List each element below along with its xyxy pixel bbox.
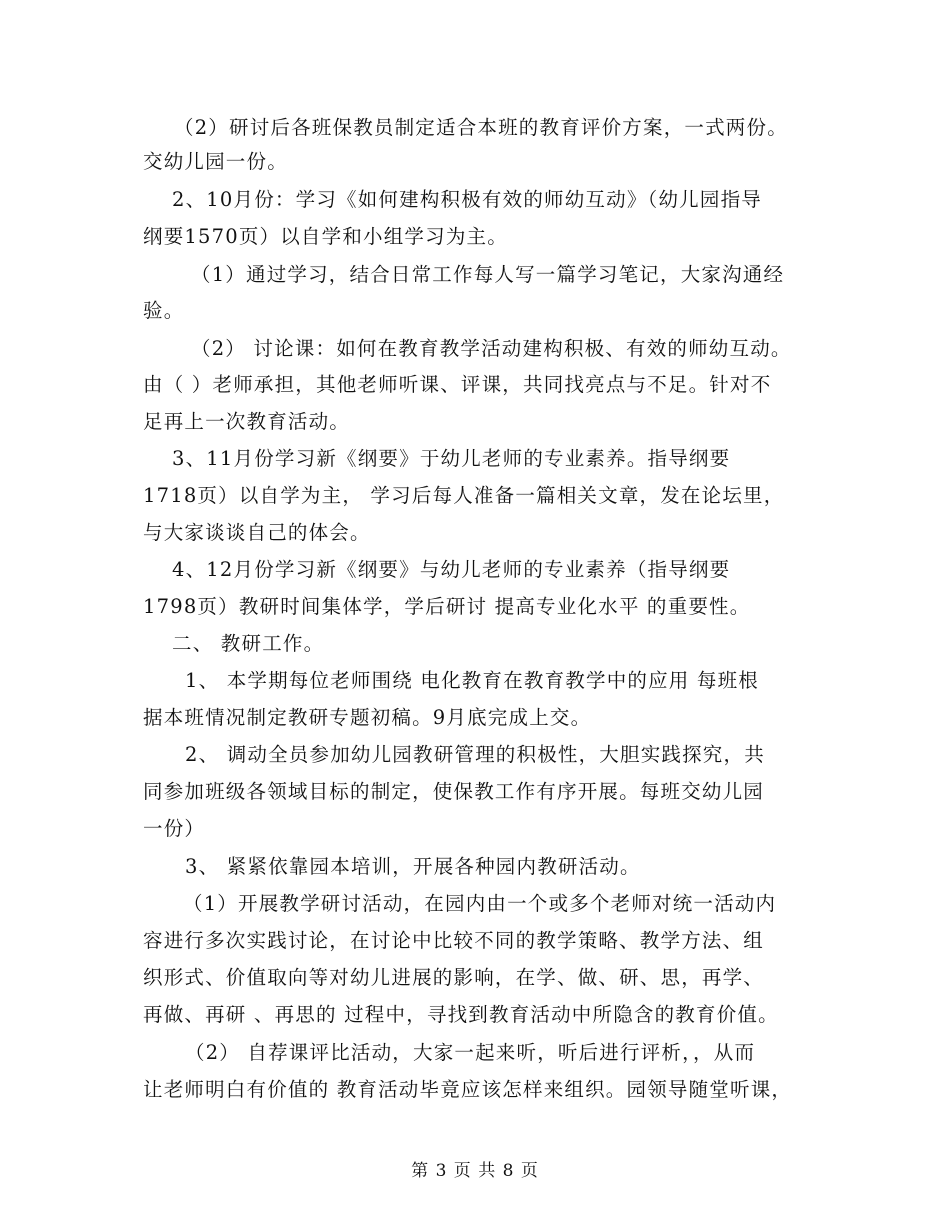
page-number-footer: 第 3 页 共 8 页 [411,1161,539,1181]
paragraph-line: 交幼儿园一份。 [143,150,288,173]
paragraph-line: 由（ ）老师承担，其他老师听课、评课，共同找亮点与不足。针对不 [143,373,772,396]
paragraph-line: 验。 [143,299,185,322]
paragraph-line: 纲要1570页）以自学和小组学习为主。 [143,225,508,248]
paragraph-line: 2、10月份：学习《如何建构积极有效的师幼互动》（幼儿园指导 [172,188,762,211]
paragraph-line: 再做、再研 、再思的 过程中，寻找到教育活动中所隐含的教育价值。 [143,1003,779,1026]
paragraph-line: 同参加班级各领域目标的制定，使保教工作有序开展。每班交幼儿园 [143,780,765,803]
paragraph-line: 一份） [143,817,206,840]
paragraph-line: 织形式、价值取向等对幼儿进展的影响，在学、做、研、思，再学、 [143,966,765,989]
paragraph-line: 2、 调动全员参加幼儿园教研管理的积极性，大胆实践探究，共 [185,743,765,766]
paragraph-line: 1718页）以自学为主， 学习后每人准备一篇相关文章，发在论坛里， [143,484,785,507]
paragraph-line: 与大家谈谈自己的体会。 [143,521,371,544]
paragraph-line: 据本班情况制定教研专题初稿。9月底完成上交。 [143,706,592,729]
paragraph-line: （1）开展教学研讨活动，在园内由一个或多个老师对统一活动内 [183,892,777,915]
paragraph-line: （2）研讨后各班保教员制定适合本班的教育评价方案，一式两份。 [174,116,788,139]
paragraph-line: 足再上一次教育活动。 [143,410,351,433]
paragraph-line: 4、12月份学习新《纲要》与幼儿老师的专业素养（指导纲要 [172,558,731,581]
paragraph-line: 让老师明白有价值的 教育活动毕竟应该怎样来组织。园领导随堂听课， [143,1078,793,1101]
paragraph-line: （2） 自荐课评比活动，大家一起来听，听后进行评析，，从而 [185,1041,756,1064]
section-heading: 二、 教研工作。 [172,632,325,655]
paragraph-line: 容进行多次实践讨论，在讨论中比较不同的教学策略、教学方法、组 [143,929,765,952]
paragraph-line: （1）通过学习，结合日常工作每人写一篇学习笔记，大家沟通经 [191,263,785,286]
paragraph-line: 1、 本学期每位老师围绕 电化教育在教育教学中的应用 每班根 [185,669,760,692]
paragraph-line: （2） 讨论课：如何在教育教学活动建构积极、有效的师幼互动。 [191,337,792,360]
paragraph-line: 3、 紧紧依靠园本培训，开展各种园内教研活动。 [185,855,641,878]
paragraph-line: 3、11月份学习新《纲要》于幼儿老师的专业素养。指导纲要 [172,447,731,470]
paragraph-line: 1798页）教研时间集体学，学后研讨 提高专业化水平 的重要性。 [143,595,751,618]
